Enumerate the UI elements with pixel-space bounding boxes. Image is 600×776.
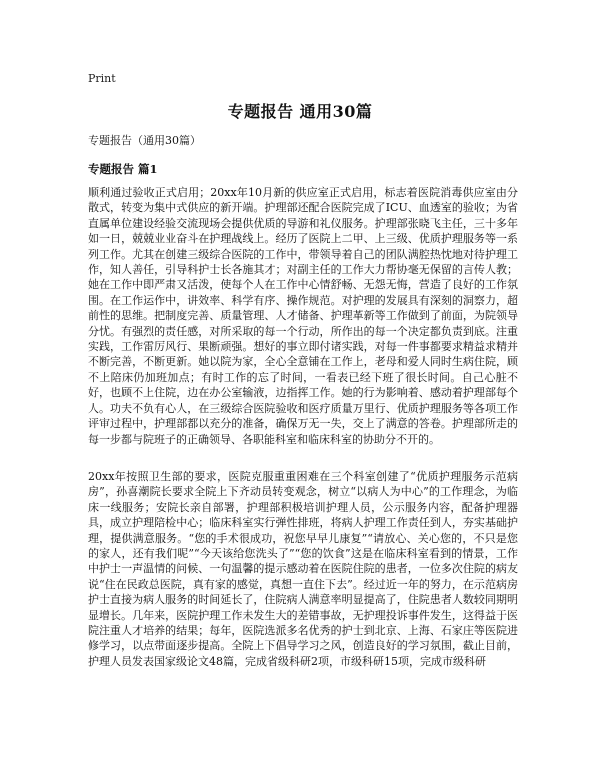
section-heading: 专题报告 篇1 [88,162,158,176]
print-label: Print [88,72,116,85]
document-subtitle: 专题报告（通用30篇） [88,134,201,147]
document-title: 专题报告 通用30篇 [227,102,373,121]
paragraph-2: 20xx年按照卫生部的要求，医院克服重重困难在三个科室创建了“优质护理服务示范病房”，孙喜潮院长要求全院上下齐动员转变观念，树立“以病人为中心”的工作理念，为临床一线服务；安院长亲自部署，护理部积极培训护理人员，公示服务内容，配备护理器具，成立护理陪检中心；临床科室实行弹性排班，将病人护理工作责任到人，夯实基础护理，提供满意服务。“您的手术很成功，祝您早早儿康复”“请放心、关心您的，不只是您的家人，还有我们呢”“今天该给您洗头了”“您的饮食”这是在临床科室看到的情景，工作中护士一声温情的问候、一句温馨的提示感动着在医院住院的患者，一位多次住院的病友说“住在民政总医院，真有家的感觉，真想一直住下去”。经过近一年的努力，在示范病房护士直接为病人服务的时间延长了，住院病人满意率明显提高了，住院患者人数较同期明显增长。几年来，医院护理工作未发生大的差错事故，无护理投诉事件发生，这得益于医院注重人才培养的结果；每年，医院选派多名优秀的护士到北京、上海、石家庄等医院进修学习，以点带面逐步提高。全院上下倡导学习之风，创造良好的学习氛围，截止目前，护理人员发表国家级论文48篇，完成省级科研2项，市级科研15项，完成市级科研 [88,470,518,668]
paragraph-1: 顺利通过验收正式启用；20xx年10月新的供应室正式启用，标志着医院消毒供应室由分散式，转变为集中式供应的新开端。护理部还配合医院完成了ICU、血透室的验收；为省直属单位建设经验交流现场会提供优质的导游和礼仪服务。护理部张晓飞主任，三十多年如一日，兢兢业业奋斗在护理战线上。经历了医院上二甲、上三级、优质护理服务等一系列工作。尤其在创建三级综合医院的工作中，带领导着自己的团队满腔热忱地对待护理工作，知人善任，引导科护士长各施其才；对副主任的工作大力帮协毫无保留的言传人教；她在工作中即严肃又活泼，使每个人在工作中心情舒畅、无怨无悔，营造了良好的工作氛围。在工作运作中，讲效率、科学有序、操作规范。对护理的发展具有深刻的洞察力，超前性的思维。把制度完善、质量管理、人才储备、护理革新等工作做到了前面，为院领导分忧。有强烈的责任感，对所采取的每一个行动，所作出的每一个决定都负责到底。注重实践，工作雷厉风行、果断顽强。想好的事立即付诸实践，对每一件事都要求精益求精并不断完善，不断更新。她以院为家，全心全意铺在工作上，老母和爱人同时生病住院，顾不上陪床仍加班加点；有时工作的忘了时间，一看表已经下班了很长时间。自己心脏不好，也顾不上住院，边在办公室输液，边指挥工作。她的行为影响着、感动着护理部每个人。功夫不负有心人，在三级综合医院验收和医疗质量万里行、优质护理服务等各项工作评审过程中，护理部都以充分的准备，确保万无一失，交上了满意的答卷。护理部所走的每一步都与院班子的正确领导、各职能科室和临床科室的协助分不开的。 [88,186,518,446]
